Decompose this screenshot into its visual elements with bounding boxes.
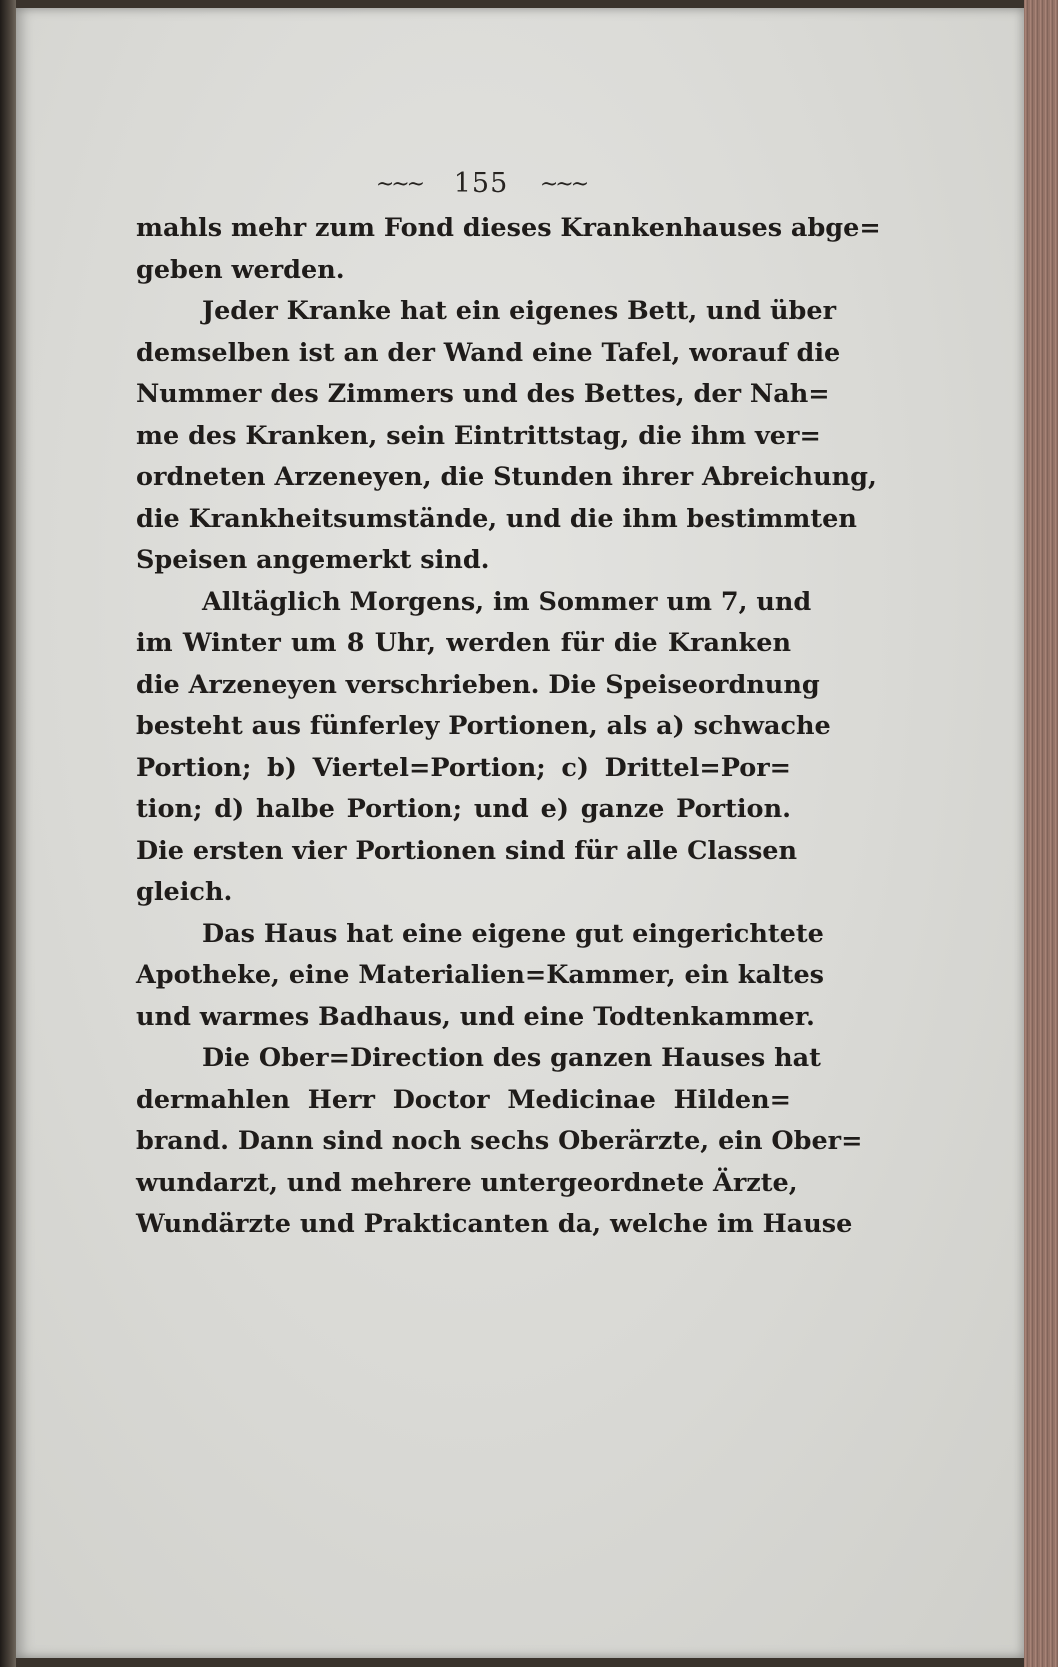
text-line: wundarzt, und mehrere untergeordnete Ärzte, — [136, 1167, 798, 1198]
text-line: brand. Dann sind noch sechs Oberärzte, ein Ober= — [136, 1126, 863, 1156]
text-line: ordneten Arzeneyen, die Stunden ihrer Abreichung, — [136, 462, 877, 492]
text-line: Nummer des Zimmers und des Bettes, der Nah= — [136, 379, 830, 409]
text-line: me des Kranken, sein Eintrittstag, die ihm ver= — [136, 420, 821, 451]
text-line: Die Ober=Direction des ganzen Hauses hat — [202, 1043, 821, 1073]
text-line: Jeder Kranke hat ein eigenes Bett, und über — [202, 296, 837, 326]
page-edges — [1024, 0, 1058, 1667]
page-header — [346, 168, 616, 199]
text-line: Das Haus hat eine eigene gut eingerichtete — [202, 918, 824, 949]
text-line: Portion; b) Viertel=Portion; c) Drittel=Por= — [136, 752, 791, 783]
header-ornament-right: ~~~ — [539, 172, 587, 197]
header-ornament-left: ~~~ — [375, 172, 423, 197]
book-page — [16, 8, 1024, 1658]
text-line: geben werden. — [136, 254, 345, 285]
text-line: Alltäglich Morgens, im Sommer um 7, und — [202, 586, 812, 617]
text-line: Apotheke, eine Materialien=Kammer, ein kaltes — [136, 960, 825, 990]
page-number: 155 — [453, 168, 509, 199]
text-line: dermahlen Herr Doctor Medicinae Hilden= — [136, 1084, 791, 1115]
text-line: die Krankheitsumstände, und die ihm bestimmten — [136, 503, 857, 534]
text-line: und warmes Badhaus, und eine Todtenkammer. — [136, 1001, 815, 1032]
text-line: die Arzeneyen verschrieben. Die Speiseordnung — [136, 669, 820, 700]
text-line: besteht aus fünferley Portionen, als a) schwache — [136, 711, 831, 741]
text-line: gleich. — [136, 877, 233, 907]
text-line: demselben ist an der Wand eine Tafel, worauf die — [136, 337, 841, 368]
text-line: Wundärzte und Prakticanten da, welche im Hause — [136, 1209, 853, 1239]
text-line: Speisen angemerkt sind. — [136, 545, 490, 575]
text-line: Die ersten vier Portionen sind für alle Classen — [136, 835, 798, 866]
text-line: mahls mehr zum Fond dieses Krankenhauses abge= — [136, 213, 881, 243]
book-gutter — [0, 0, 16, 1667]
body-text — [136, 208, 881, 1246]
text-line: im Winter um 8 Uhr, werden für die Kranken — [136, 628, 791, 658]
text-line: tion; d) halbe Portion; und e) ganze Portion. — [136, 794, 791, 824]
